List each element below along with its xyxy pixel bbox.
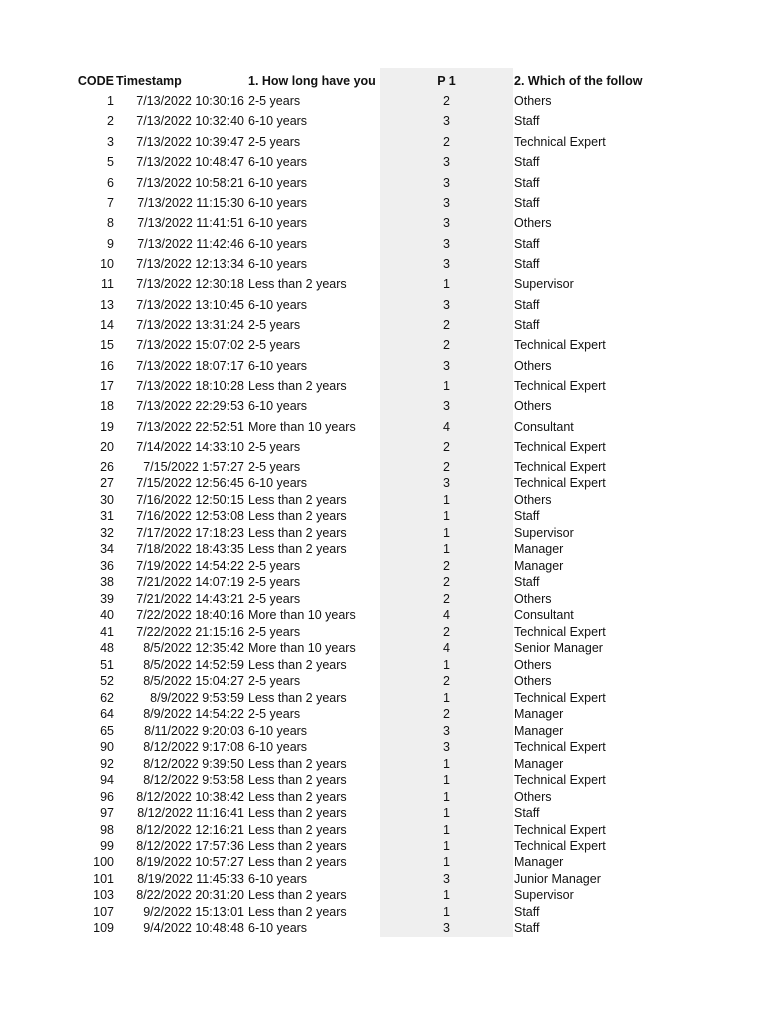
cell-role: Others	[514, 359, 552, 373]
cell-timestamp: 7/13/2022 10:30:16	[136, 94, 244, 108]
cell-p1: 3	[443, 216, 450, 230]
cell-timestamp: 7/13/2022 11:15:30	[137, 196, 244, 210]
cell-p1: 1	[443, 790, 450, 804]
cell-code: 107	[93, 905, 114, 919]
cell-p1: 1	[443, 379, 450, 393]
cell-role: Technical Expert	[514, 135, 606, 149]
cell-role: Technical Expert	[514, 476, 606, 490]
cell-timestamp: 8/19/2022 11:45:33	[137, 872, 244, 886]
cell-timestamp: 7/15/2022 1:57:27	[143, 460, 244, 474]
cell-role: Technical Expert	[514, 740, 606, 754]
cell-timestamp: 7/13/2022 10:48:47	[136, 155, 244, 169]
cell-role: Manager	[514, 724, 564, 738]
cell-duration: 6-10 years	[248, 921, 308, 935]
cell-duration: Less than 2 years	[248, 855, 347, 869]
cell-code: 36	[100, 559, 114, 573]
cell-timestamp: 7/15/2022 12:56:45	[136, 476, 244, 490]
cell-p1: 1	[443, 658, 450, 672]
cell-code: 48	[100, 641, 114, 655]
cell-timestamp: 8/9/2022 14:54:22	[143, 707, 244, 721]
cell-p1: 1	[443, 542, 450, 556]
cell-timestamp: 7/18/2022 18:43:35	[136, 542, 244, 556]
cell-duration: More than 10 years	[248, 420, 356, 434]
cell-p1: 1	[443, 493, 450, 507]
cell-p1: 2	[443, 707, 450, 721]
cell-role: Technical Expert	[514, 379, 606, 393]
header-timestamp: Timestamp	[116, 74, 182, 88]
cell-role: Consultant	[514, 420, 574, 434]
cell-code: 32	[100, 526, 114, 540]
cell-role: Staff	[514, 318, 540, 332]
cell-code: 65	[100, 724, 114, 738]
cell-timestamp: 8/5/2022 15:04:27	[143, 674, 244, 688]
cell-code: 90	[100, 740, 114, 754]
cell-p1: 2	[443, 592, 450, 606]
cell-code: 97	[100, 806, 114, 820]
cell-timestamp: 7/19/2022 14:54:22	[136, 559, 244, 573]
cell-p1: 3	[443, 724, 450, 738]
cell-timestamp: 8/22/2022 20:31:20	[136, 888, 244, 902]
cell-p1: 1	[443, 855, 450, 869]
cell-duration: Less than 2 years	[248, 757, 347, 771]
cell-p1: 1	[443, 757, 450, 771]
cell-code: 6	[107, 176, 114, 190]
cell-code: 100	[93, 855, 114, 869]
cell-timestamp: 7/22/2022 18:40:16	[136, 608, 244, 622]
cell-duration: Less than 2 years	[248, 888, 347, 902]
cell-timestamp: 8/5/2022 14:52:59	[143, 658, 244, 672]
cell-timestamp: 7/13/2022 13:31:24	[136, 318, 244, 332]
cell-p1: 1	[443, 888, 450, 902]
cell-code: 26	[100, 460, 114, 474]
cell-role: Others	[514, 216, 552, 230]
cell-duration: 6-10 years	[248, 359, 308, 373]
cell-code: 40	[100, 608, 114, 622]
cell-p1: 1	[443, 509, 450, 523]
cell-role: Staff	[514, 298, 540, 312]
cell-duration: 6-10 years	[248, 740, 308, 754]
cell-duration: 2-5 years	[248, 559, 301, 573]
cell-code: 9	[107, 237, 114, 251]
cell-code: 101	[93, 872, 114, 886]
cell-role: Consultant	[514, 608, 574, 622]
cell-code: 38	[100, 575, 114, 589]
cell-duration: 6-10 years	[248, 114, 308, 128]
cell-role: Staff	[514, 196, 540, 210]
cell-code: 3	[107, 135, 114, 149]
cell-duration: More than 10 years	[248, 608, 356, 622]
cell-timestamp: 8/12/2022 17:57:36	[136, 839, 244, 853]
cell-p1: 3	[443, 921, 450, 935]
cell-duration: More than 10 years	[248, 641, 356, 655]
cell-p1: 1	[443, 806, 450, 820]
cell-timestamp: 7/22/2022 21:15:16	[136, 625, 244, 639]
cell-p1: 2	[443, 674, 450, 688]
cell-duration: Less than 2 years	[248, 823, 347, 837]
cell-duration: Less than 2 years	[248, 526, 347, 540]
cell-role: Staff	[514, 806, 540, 820]
cell-code: 52	[100, 674, 114, 688]
cell-duration: 2-5 years	[248, 135, 301, 149]
cell-duration: Less than 2 years	[248, 493, 347, 507]
cell-role: Technical Expert	[514, 625, 606, 639]
cell-timestamp: 8/12/2022 12:16:21	[136, 823, 244, 837]
cell-code: 27	[100, 476, 114, 490]
cell-code: 15	[100, 338, 114, 352]
cell-p1: 2	[443, 318, 450, 332]
cell-timestamp: 7/13/2022 10:58:21	[136, 176, 244, 190]
cell-timestamp: 9/2/2022 15:13:01	[143, 905, 244, 919]
cell-timestamp: 7/13/2022 18:07:17	[136, 359, 244, 373]
cell-duration: Less than 2 years	[248, 542, 347, 556]
cell-timestamp: 8/12/2022 10:38:42	[136, 790, 244, 804]
cell-p1: 3	[443, 359, 450, 373]
cell-timestamp: 8/12/2022 11:16:41	[137, 806, 244, 820]
cell-p1: 3	[443, 176, 450, 190]
cell-code: 64	[100, 707, 114, 721]
cell-code: 51	[100, 658, 114, 672]
cell-p1: 2	[443, 575, 450, 589]
cell-duration: Less than 2 years	[248, 379, 347, 393]
cell-duration: 6-10 years	[248, 216, 308, 230]
cell-role: Senior Manager	[514, 641, 603, 655]
cell-p1: 1	[443, 823, 450, 837]
cell-p1: 2	[443, 135, 450, 149]
cell-role: Technical Expert	[514, 440, 606, 454]
cell-role: Staff	[514, 237, 540, 251]
cell-role: Others	[514, 94, 552, 108]
cell-duration: Less than 2 years	[248, 790, 347, 804]
cell-p1: 1	[443, 905, 450, 919]
cell-timestamp: 8/11/2022 9:20:03	[144, 724, 244, 738]
cell-p1: 1	[443, 839, 450, 853]
cell-role: Manager	[514, 542, 564, 556]
cell-timestamp: 8/12/2022 9:53:58	[143, 773, 244, 787]
cell-role: Staff	[514, 114, 540, 128]
cell-duration: Less than 2 years	[248, 277, 347, 291]
cell-p1: 1	[443, 277, 450, 291]
cell-code: 92	[100, 757, 114, 771]
cell-duration: 2-5 years	[248, 625, 301, 639]
cell-code: 41	[100, 625, 114, 639]
cell-duration: Less than 2 years	[248, 905, 347, 919]
cell-duration: 6-10 years	[248, 155, 308, 169]
cell-duration: 6-10 years	[248, 724, 308, 738]
cell-code: 30	[100, 493, 114, 507]
cell-duration: Less than 2 years	[248, 658, 347, 672]
cell-timestamp: 7/21/2022 14:07:19	[136, 575, 244, 589]
cell-code: 16	[100, 359, 114, 373]
cell-p1: 4	[443, 641, 450, 655]
cell-role: Staff	[514, 509, 540, 523]
cell-timestamp: 7/13/2022 12:13:34	[136, 257, 244, 271]
cell-role: Staff	[514, 155, 540, 169]
cell-duration: 2-5 years	[248, 592, 301, 606]
cell-p1: 4	[443, 608, 450, 622]
cell-duration: Less than 2 years	[248, 773, 347, 787]
header-role: 2. Which of the follow	[514, 74, 643, 88]
cell-code: 109	[93, 921, 114, 935]
cell-duration: 2-5 years	[248, 575, 301, 589]
cell-role: Technical Expert	[514, 823, 606, 837]
cell-role: Staff	[514, 921, 540, 935]
cell-duration: Less than 2 years	[248, 691, 347, 705]
cell-code: 20	[100, 440, 114, 454]
cell-p1: 3	[443, 872, 450, 886]
cell-p1: 2	[443, 460, 450, 474]
cell-role: Supervisor	[514, 526, 574, 540]
cell-p1: 1	[443, 691, 450, 705]
header-p1: P 1	[437, 74, 456, 88]
cell-role: Technical Expert	[514, 338, 606, 352]
cell-role: Manager	[514, 559, 564, 573]
cell-role: Technical Expert	[514, 460, 606, 474]
cell-role: Others	[514, 790, 552, 804]
cell-duration: 6-10 years	[248, 298, 308, 312]
cell-duration: 2-5 years	[248, 674, 301, 688]
cell-duration: 6-10 years	[248, 399, 308, 413]
cell-timestamp: 7/13/2022 10:32:40	[136, 114, 244, 128]
cell-timestamp: 8/12/2022 9:39:50	[143, 757, 244, 771]
cell-code: 11	[101, 277, 114, 291]
cell-code: 18	[100, 399, 114, 413]
header-duration: 1. How long have you	[248, 74, 376, 88]
cell-timestamp: 7/14/2022 14:33:10	[136, 440, 244, 454]
cell-timestamp: 7/17/2022 17:18:23	[136, 526, 244, 540]
cell-role: Technical Expert	[514, 773, 606, 787]
cell-role: Others	[514, 658, 552, 672]
cell-p1: 3	[443, 257, 450, 271]
cell-role: Manager	[514, 707, 564, 721]
cell-role: Junior Manager	[514, 872, 601, 886]
cell-duration: 2-5 years	[248, 460, 301, 474]
cell-timestamp: 7/21/2022 14:43:21	[136, 592, 244, 606]
cell-timestamp: 7/16/2022 12:50:15	[136, 493, 244, 507]
cell-timestamp: 8/9/2022 9:53:59	[150, 691, 244, 705]
cell-p1: 3	[443, 196, 450, 210]
cell-timestamp: 7/13/2022 15:07:02	[136, 338, 244, 352]
cell-code: 10	[100, 257, 114, 271]
cell-p1: 3	[443, 237, 450, 251]
cell-duration: 2-5 years	[248, 440, 301, 454]
cell-code: 2	[107, 114, 114, 128]
cell-duration: 6-10 years	[248, 476, 308, 490]
cell-code: 19	[100, 420, 114, 434]
cell-duration: 6-10 years	[248, 196, 308, 210]
cell-timestamp: 7/13/2022 22:52:51	[136, 420, 244, 434]
cell-timestamp: 7/16/2022 12:53:08	[136, 509, 244, 523]
cell-timestamp: 8/5/2022 12:35:42	[143, 641, 244, 655]
cell-role: Others	[514, 493, 552, 507]
header-code: CODE	[77, 74, 114, 88]
cell-p1: 2	[443, 559, 450, 573]
cell-role: Staff	[514, 905, 540, 919]
cell-timestamp: 7/13/2022 13:10:45	[136, 298, 244, 312]
cell-duration: 6-10 years	[248, 257, 308, 271]
cell-code: 13	[100, 298, 114, 312]
cell-code: 62	[100, 691, 114, 705]
cell-timestamp: 8/19/2022 10:57:27	[136, 855, 244, 869]
cell-role: Others	[514, 674, 552, 688]
cell-timestamp: 8/12/2022 9:17:08	[143, 740, 244, 754]
cell-timestamp: 7/13/2022 22:29:53	[136, 399, 244, 413]
cell-timestamp: 7/13/2022 11:42:46	[137, 237, 244, 251]
cell-code: 5	[107, 155, 114, 169]
cell-p1: 1	[443, 773, 450, 787]
cell-p1: 2	[443, 440, 450, 454]
cell-role: Staff	[514, 176, 540, 190]
cell-role: Supervisor	[514, 277, 574, 291]
cell-code: 7	[107, 196, 114, 210]
cell-code: 14	[100, 318, 114, 332]
cell-role: Manager	[514, 855, 564, 869]
cell-duration: 2-5 years	[248, 707, 301, 721]
cell-p1: 1	[443, 526, 450, 540]
cell-timestamp: 9/4/2022 10:48:48	[143, 921, 244, 935]
cell-code: 94	[100, 773, 114, 787]
cell-code: 31	[100, 509, 114, 523]
cell-duration: 6-10 years	[248, 237, 308, 251]
cell-code: 103	[93, 888, 114, 902]
cell-p1: 3	[443, 476, 450, 490]
cell-p1: 2	[443, 338, 450, 352]
cell-duration: Less than 2 years	[248, 806, 347, 820]
cell-p1: 3	[443, 114, 450, 128]
cell-code: 98	[100, 823, 114, 837]
cell-timestamp: 7/13/2022 10:39:47	[136, 135, 244, 149]
cell-code: 8	[107, 216, 114, 230]
cell-p1: 2	[443, 94, 450, 108]
cell-code: 39	[100, 592, 114, 606]
cell-role: Staff	[514, 257, 540, 271]
cell-p1: 3	[443, 740, 450, 754]
cell-code: 17	[100, 379, 114, 393]
cell-role: Technical Expert	[514, 691, 606, 705]
cell-role: Others	[514, 399, 552, 413]
cell-p1: 4	[443, 420, 450, 434]
cell-timestamp: 7/13/2022 11:41:51	[137, 216, 244, 230]
cell-p1: 2	[443, 625, 450, 639]
cell-duration: 2-5 years	[248, 94, 301, 108]
cell-duration: Less than 2 years	[248, 839, 347, 853]
cell-code: 1	[107, 94, 114, 108]
cell-duration: 2-5 years	[248, 338, 301, 352]
cell-role: Technical Expert	[514, 839, 606, 853]
cell-p1: 3	[443, 399, 450, 413]
cell-role: Staff	[514, 575, 540, 589]
cell-timestamp: 7/13/2022 18:10:28	[136, 379, 244, 393]
cell-role: Manager	[514, 757, 564, 771]
cell-p1: 3	[443, 155, 450, 169]
cell-role: Supervisor	[514, 888, 574, 902]
cell-p1: 3	[443, 298, 450, 312]
cell-timestamp: 7/13/2022 12:30:18	[136, 277, 244, 291]
cell-duration: Less than 2 years	[248, 509, 347, 523]
cell-code: 99	[100, 839, 114, 853]
cell-duration: 6-10 years	[248, 176, 308, 190]
cell-code: 96	[100, 790, 114, 804]
cell-duration: 6-10 years	[248, 872, 308, 886]
cell-code: 34	[100, 542, 114, 556]
cell-duration: 2-5 years	[248, 318, 301, 332]
cell-role: Others	[514, 592, 552, 606]
